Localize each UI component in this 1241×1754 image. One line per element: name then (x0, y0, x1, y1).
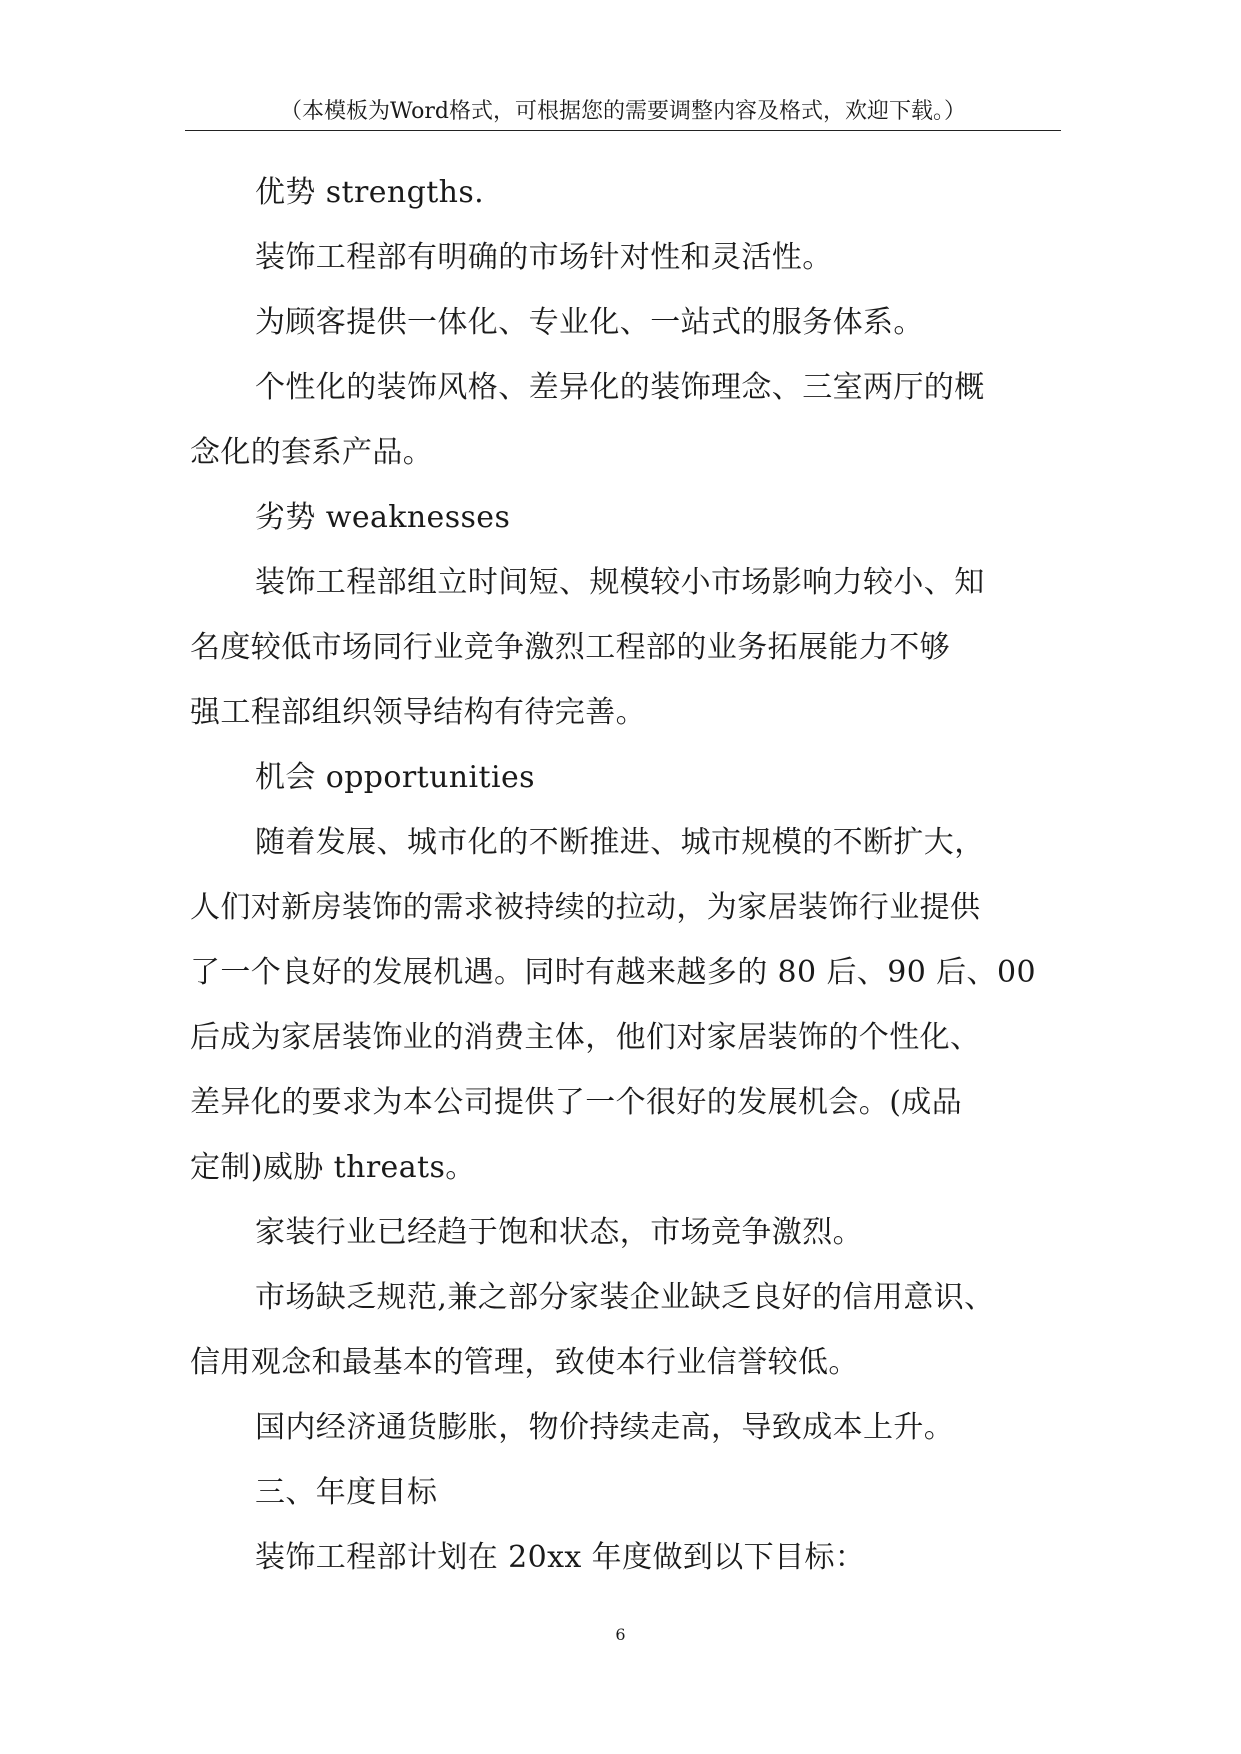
document-body (190, 160, 1070, 1590)
template-notice: （本模板为Word格式，可根据您的需要调整内容及格式，欢迎下载。） (280, 99, 966, 124)
text-line: 优势 strengths. (255, 175, 485, 210)
text-line: 家装行业已经趋于饱和状态，市场竞争激烈。 (255, 1215, 863, 1250)
text-line: 强工程部组织领导结构有待完善。 (190, 695, 646, 730)
text-line: 随着发展、城市化的不断推进、城市规模的不断扩大， (255, 825, 985, 860)
page-number: 6 (615, 1625, 626, 1644)
text-line: 国内经济通货膨胀，物价持续走高，导致成本上升。 (255, 1410, 955, 1445)
text-line: 三、年度目标 (255, 1475, 438, 1510)
text-line: 劣势 weaknesses (255, 500, 511, 535)
text-line: 名度较低市场同行业竞争激烈工程部的业务拓展能力不够 (190, 630, 950, 665)
text-line: 后成为家居装饰业的消费主体，他们对家居装饰的个性化、 (190, 1020, 981, 1055)
text-line: 个性化的装饰风格、差异化的装饰理念、三室两厅的概 (255, 370, 985, 405)
text-line: 市场缺乏规范,兼之部分家装企业缺乏良好的信用意识、 (255, 1280, 995, 1315)
text-line: 差异化的要求为本公司提供了一个很好的发展机会。(成品 (190, 1085, 963, 1120)
text-line: 人们对新房装饰的需求被持续的拉动，为家居装饰行业提供 (190, 890, 981, 925)
text-line: 信用观念和最基本的管理，致使本行业信誉较低。 (190, 1345, 859, 1380)
text-line: 机会 opportunities (255, 760, 535, 795)
text-line: 装饰工程部计划在 20xx 年度做到以下目标： (255, 1540, 866, 1575)
text-line: 念化的套系产品。 (190, 435, 434, 470)
text-line: 装饰工程部有明确的市场针对性和灵活性。 (255, 240, 833, 275)
text-line: 了一个良好的发展机遇。同时有越来越多的 80 后、90 后、00 (190, 955, 1036, 990)
text-line: 装饰工程部组立时间短、规模较小市场影响力较小、知 (255, 565, 985, 600)
text-line: 定制)威胁 threats。 (190, 1150, 476, 1185)
text-line: 为顾客提供一体化、专业化、一站式的服务体系。 (255, 305, 924, 340)
header-divider (185, 130, 1061, 131)
